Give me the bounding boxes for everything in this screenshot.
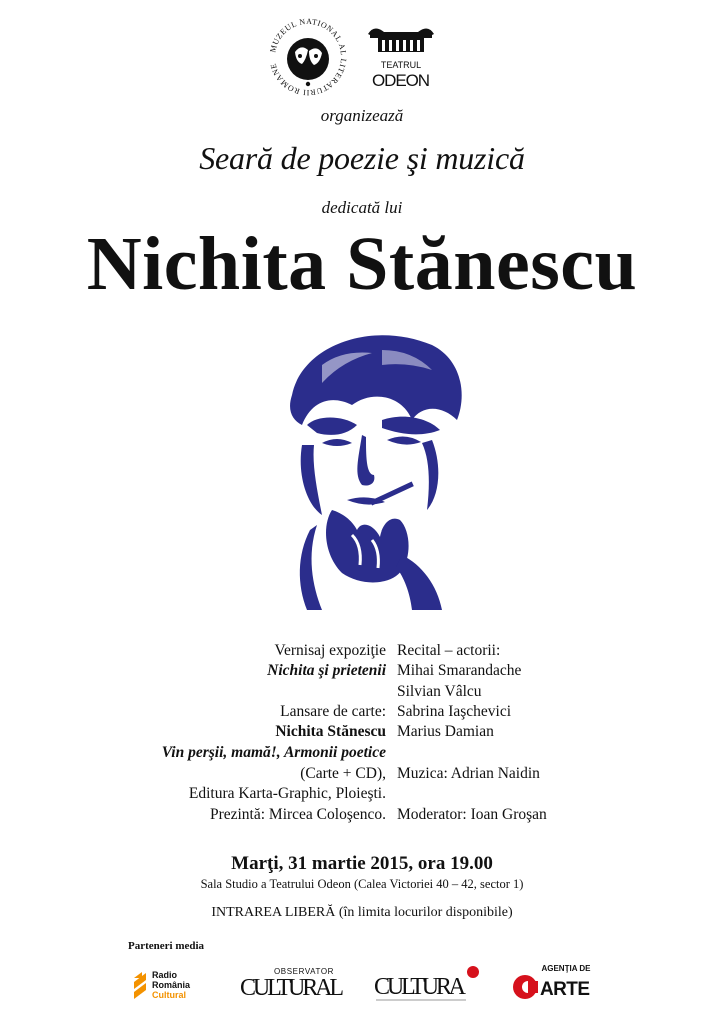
svg-text:MUZEUL NATIONAL AL LITERATURII: MUZEUL NATIONAL AL LITERATURII ROMANE — [268, 16, 349, 98]
left-line: Vernisaj expoziţie — [274, 642, 386, 659]
agentia-de-carte-logo — [510, 962, 596, 1002]
observator-logo-graphic — [238, 965, 346, 1005]
museum-logo — [265, 14, 351, 100]
cultura-logo-graphic — [372, 964, 484, 1006]
svg-text:Cultural: Cultural — [152, 990, 187, 1000]
portrait-graphic — [262, 325, 472, 615]
left-line: Vin perşii, mamă!, Armonii poetice — [161, 744, 386, 761]
radio-romania-cultural-logo — [132, 968, 212, 1002]
left-line: (Carte + CD), — [300, 765, 386, 782]
svg-text:CULTURAL: CULTURAL — [240, 975, 344, 1001]
svg-text:ODEON: ODEON — [372, 71, 430, 90]
event-date: Marţi, 31 martie 2015, ora 19.00 — [231, 853, 493, 874]
left-line: Prezintă: Mircea Coloşenco. — [209, 806, 386, 823]
partners-label: Parteneri media — [128, 940, 205, 952]
right-line: Recital – actorii: — [397, 642, 501, 659]
left-line: Lansare de carte: — [280, 703, 386, 720]
left-line: Editura Karta-Graphic, Ploieşti. — [188, 785, 386, 802]
event-title: Seară de poezie şi muzică — [199, 140, 525, 176]
right-line: Silvian Vâlcu — [397, 683, 482, 700]
dedicated-text: dedicată lui — [321, 198, 403, 217]
left-line: Nichita Stănescu — [275, 723, 386, 740]
svg-text:România: România — [152, 980, 191, 990]
svg-text:AGENŢIA DE: AGENŢIA DE — [541, 964, 591, 973]
svg-text:Radio: Radio — [152, 970, 178, 980]
svg-text:OBSERVATOR: OBSERVATOR — [273, 967, 335, 976]
agentia-logo-graphic — [510, 962, 596, 1002]
right-line: Marius Damian — [397, 723, 494, 740]
svg-text:ARTE: ARTE — [540, 979, 590, 1000]
left-line: Nichita şi prietenii — [267, 662, 386, 679]
right-line: Sabrina Iaşchevici — [397, 703, 512, 720]
odeon-theatre-logo — [364, 22, 438, 92]
svg-text:TEATRUL: TEATRUL — [380, 60, 422, 70]
odeon-column-graphic — [364, 22, 438, 92]
cultura-logo — [372, 964, 484, 1006]
right-line: Moderator: Ioan Groşan — [397, 806, 547, 823]
museum-logo-graphic — [265, 14, 351, 100]
event-venue: Sala Studio a Teatrului Odeon (Calea Victoriei 40 – 42, sector 1) — [200, 877, 524, 891]
observator-cultural-logo — [238, 965, 346, 1005]
poet-name-heading: Nichita Stănescu — [86, 222, 638, 306]
free-entry-note: INTRAREA LIBERĂ (în limita locurilor disponibile) — [211, 905, 513, 920]
svg-text:CULTURA: CULTURA — [374, 974, 466, 1000]
poet-portrait — [262, 325, 472, 615]
organizes-text: organizează — [320, 106, 404, 125]
right-line: Muzica: Adrian Naidin — [397, 765, 540, 782]
right-line: Mihai Smarandache — [397, 662, 522, 679]
radio-logo-graphic — [132, 968, 212, 1002]
